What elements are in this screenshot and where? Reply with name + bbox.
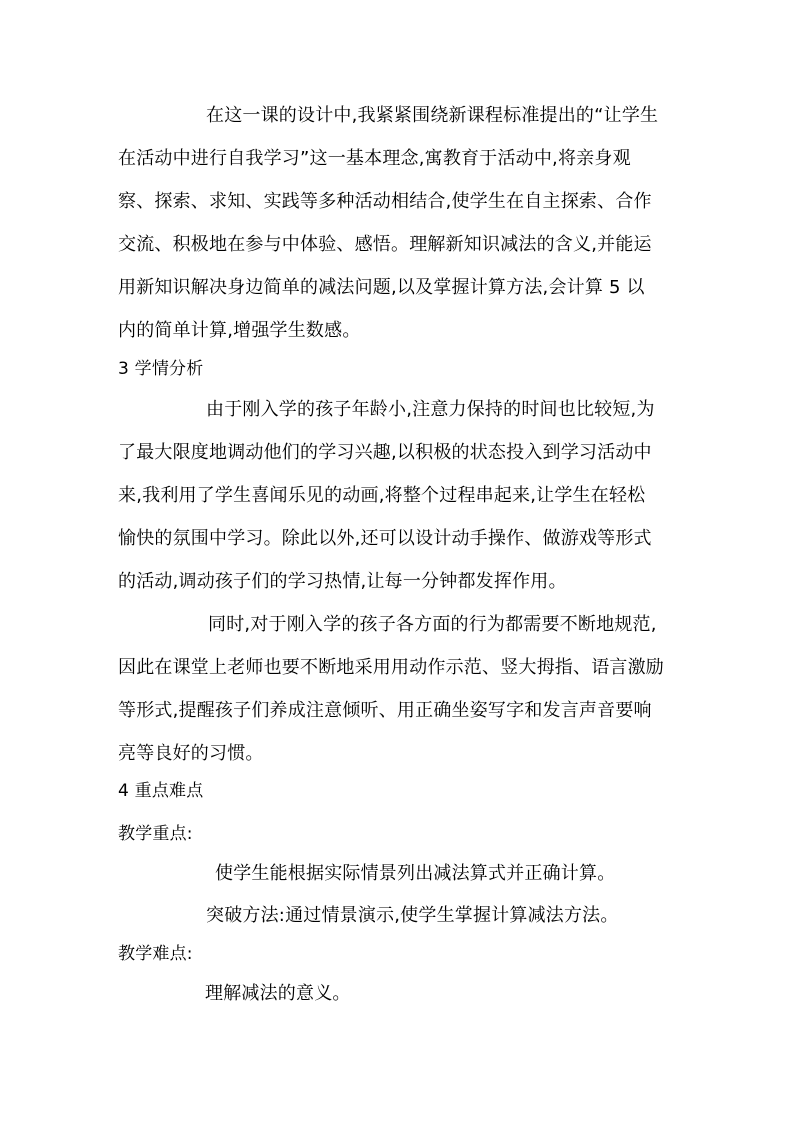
design-paragraph-line: 内的简单计算,增强学生数感。 bbox=[118, 320, 361, 341]
learning-analysis-line: 来,我利用了学生喜闻乐见的动画,将整个过程串起来,让学生在轻松 bbox=[118, 485, 646, 506]
design-paragraph-line: 交流、积极地在参与中体验、感悟。理解新知识减法的含义,并能运 bbox=[118, 234, 652, 255]
learning-analysis-line: 愉快的氛围中学习。除此以外,还可以设计动手操作、做游戏等形式 bbox=[118, 528, 652, 549]
behavior-paragraph-line: 等形式,提醒孩子们养成注意倾听、用正确坐姿写字和发言声音要响 bbox=[118, 700, 652, 721]
behavior-paragraph-line: 因此在课堂上老师也要不断地采用用动作示范、竖大拇指、语言激励 bbox=[118, 657, 664, 678]
section-heading-key-points: 4 重点难点 bbox=[118, 781, 204, 801]
design-paragraph-line: 用新知识解决身边简单的减法问题,以及掌握计算方法,会计算 5 以 bbox=[118, 277, 645, 298]
learning-analysis-line: 的活动,调动孩子们的学习热情,让每一分钟都发挥作用。 bbox=[118, 571, 567, 592]
behavior-paragraph-line: 同时,对于刚入学的孩子各方面的行为都需要不断地规范, bbox=[208, 614, 657, 635]
key-point-label: 教学重点: bbox=[118, 824, 193, 844]
design-paragraph-line: 在这一课的设计中,我紧紧围绕新课程标准提出的“让学生 bbox=[206, 105, 659, 126]
method-text: 突破方法:通过情景演示,使学生掌握计算减法方法。 bbox=[206, 905, 619, 926]
design-paragraph-line: 在活动中进行自我学习”这一基本理念,寓教育于活动中,将亲身观 bbox=[118, 148, 631, 169]
section-heading-learning-analysis: 3 学情分析 bbox=[118, 359, 204, 379]
behavior-paragraph-line: 亮等良好的习惯。 bbox=[118, 743, 264, 764]
learning-analysis-line: 由于刚入学的孩子年龄小,注意力保持的时间也比较短,为 bbox=[206, 399, 655, 420]
design-paragraph-line: 察、探索、求知、实践等多种活动相结合,使学生在自主探索、合作 bbox=[118, 191, 652, 212]
difficulty-text: 理解减法的意义。 bbox=[205, 983, 351, 1004]
difficulty-label: 教学难点: bbox=[118, 944, 193, 964]
learning-analysis-line: 了最大限度地调动他们的学习兴趣,以积极的状态投入到学习活动中 bbox=[118, 442, 652, 463]
key-point-text: 使学生能根据实际情景列出减法算式并正确计算。 bbox=[215, 863, 616, 884]
